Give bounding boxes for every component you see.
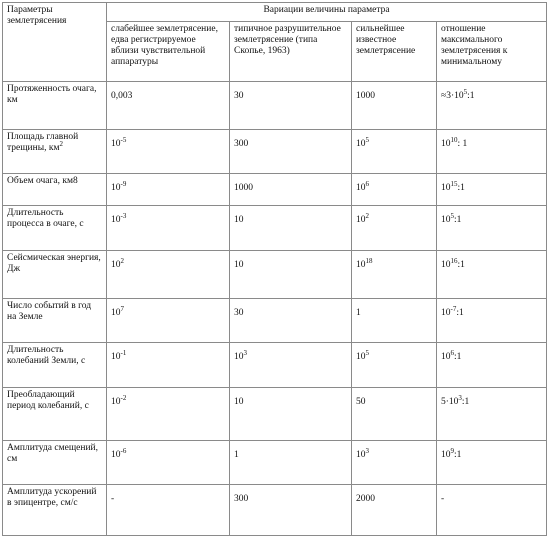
weak-value — [107, 251, 230, 299]
strongest-value — [352, 299, 437, 343]
parameter-label-text: Длительность процесса в очаге, с — [7, 208, 84, 229]
value-ratio-suffix: :1 — [456, 308, 464, 318]
value-base: 10 — [356, 352, 366, 362]
value-base: 10 — [441, 352, 451, 362]
value-base: 10 — [441, 260, 451, 270]
typical-value — [230, 299, 352, 343]
value-exponent: 6 — [365, 179, 369, 188]
weak-value — [107, 174, 230, 206]
value-exponent: 3 — [365, 446, 369, 455]
typical-value — [230, 82, 352, 130]
strongest-value — [352, 130, 437, 174]
parameter-label-text: Амплитуда ускорений в эпицентре, см/с — [7, 487, 97, 508]
value-base: 10 — [234, 397, 244, 407]
ratio-value — [437, 130, 547, 174]
value-base: 10 — [441, 450, 451, 460]
value-base: 10 — [356, 139, 366, 149]
value-base: 10 — [356, 450, 366, 460]
value-exponent: 7 — [120, 304, 124, 313]
typical-value — [230, 441, 352, 485]
table-row — [3, 388, 547, 441]
value-base: 1 — [234, 450, 239, 460]
ratio-value — [437, 441, 547, 485]
parameter-label-text: Площадь главной трещины, км — [7, 132, 79, 153]
typical-value — [230, 388, 352, 441]
value-base: 10 — [111, 352, 121, 362]
strongest-value — [352, 174, 437, 206]
value-base: 10 — [441, 183, 451, 193]
value-exponent: -9 — [120, 179, 127, 188]
header-row — [3, 3, 547, 22]
value-exponent: -5 — [120, 135, 127, 144]
value-base: 10 — [234, 215, 244, 225]
parameter-label — [3, 251, 107, 299]
typical-value — [230, 251, 352, 299]
value-base: 10 — [356, 183, 366, 193]
parameter-label — [3, 485, 107, 536]
value-base: 1 — [356, 308, 361, 318]
typical-value — [230, 343, 352, 388]
value-base: 10 — [111, 260, 121, 270]
value-base: 10 — [111, 397, 121, 407]
value-exponent: 2 — [120, 256, 124, 265]
value-exponent: -7 — [450, 304, 457, 313]
weak-value — [107, 206, 230, 251]
table-row — [3, 299, 547, 343]
value-exponent: 5 — [365, 135, 369, 144]
weak-value — [107, 441, 230, 485]
table-row — [3, 441, 547, 485]
parameter-label — [3, 174, 107, 206]
strongest-value — [352, 206, 437, 251]
ratio-value — [437, 388, 547, 441]
value-exponent: 9 — [450, 446, 454, 455]
value-base: 10 — [111, 308, 121, 318]
parameter-label-text: Объем очага, км8 — [7, 176, 78, 186]
parameter-label-exponent: 2 — [59, 139, 63, 148]
table-row — [3, 485, 547, 536]
value-base: 10 — [234, 352, 244, 362]
value-ratio-suffix: :1 — [467, 91, 475, 101]
ratio-value — [437, 343, 547, 388]
value-exponent: 5 — [450, 211, 454, 220]
typical-value — [230, 174, 352, 206]
parameter-label-text: Амплитуда смещений, см — [7, 443, 98, 464]
ratio-value — [437, 206, 547, 251]
strongest-value — [352, 388, 437, 441]
strongest-column-header: сильнейшее известное землетрясение — [352, 22, 437, 82]
ratio-column-header: отношение максимального землетрясения к минимальному — [437, 22, 547, 82]
strongest-value — [352, 485, 437, 536]
weak-value — [107, 343, 230, 388]
value-exponent: 18 — [365, 256, 373, 265]
parameter-label — [3, 343, 107, 388]
value-exponent: 16 — [450, 256, 458, 265]
value-exponent: 3 — [458, 393, 462, 402]
parameter-label — [3, 388, 107, 441]
weak-value — [107, 299, 230, 343]
value-base: 10 — [111, 139, 121, 149]
parameter-label-text: Число событий в год на Земле — [7, 301, 92, 322]
value-base: 10 — [356, 260, 366, 270]
table-row — [3, 343, 547, 388]
value-base: 5·10 — [441, 397, 459, 407]
value-base: 30 — [234, 91, 244, 101]
ratio-value — [437, 299, 547, 343]
value-base: 10 — [441, 139, 451, 149]
value-base: 10 — [234, 260, 244, 270]
typical-value — [230, 130, 352, 174]
parameter-label — [3, 299, 107, 343]
parameter-label-text: Протяженность очага, км — [7, 84, 97, 105]
strongest-value — [352, 82, 437, 130]
value-base: 30 — [234, 308, 244, 318]
typical-value — [230, 485, 352, 536]
value-base: 10 — [111, 450, 121, 460]
ratio-value — [437, 82, 547, 130]
weak-value — [107, 485, 230, 536]
value-base: 10 — [111, 215, 121, 225]
value-exponent: -1 — [120, 348, 127, 357]
typical-value — [230, 206, 352, 251]
value-ratio-suffix: :1 — [454, 352, 462, 362]
table-row — [3, 251, 547, 299]
ratio-value — [437, 251, 547, 299]
value-base: 0,003 — [111, 91, 133, 101]
value-exponent: 6 — [450, 348, 454, 357]
table-row — [3, 174, 547, 206]
value-exponent: 5 — [365, 348, 369, 357]
weak-value — [107, 82, 230, 130]
table-row — [3, 82, 547, 130]
value-base: 50 — [356, 397, 366, 407]
variation-header: Вариации величины параметра — [107, 3, 547, 22]
table-row — [3, 206, 547, 251]
value-exponent: 5 — [463, 87, 468, 96]
value-base: 1000 — [234, 183, 253, 193]
strongest-value — [352, 441, 437, 485]
ratio-value — [437, 174, 547, 206]
typical-column-header: типичное разрушительное землетрясение (типа Скопье, 1963) — [230, 22, 352, 82]
weak-column-header: слабейшее землетрясение, едва регистрируемое вблизи чувствительной аппаратуры — [107, 22, 230, 82]
weak-value — [107, 388, 230, 441]
value-base: 300 — [234, 139, 249, 149]
value-ratio-suffix: :1 — [457, 183, 465, 193]
value-exponent: -6 — [120, 446, 127, 455]
value-base: ≈3·10 — [441, 91, 464, 101]
parameter-label — [3, 82, 107, 130]
table-row — [3, 130, 547, 174]
value-base: 2000 — [356, 494, 375, 504]
value-exponent: 10 — [450, 135, 458, 144]
parameter-label-text: Преобладающий период колебаний, с — [7, 390, 89, 411]
value-exponent: 2 — [365, 211, 369, 220]
parameter-label — [3, 441, 107, 485]
value-ratio-suffix: :1 — [461, 397, 470, 407]
value-base: 10 — [356, 215, 366, 225]
strongest-value — [352, 343, 437, 388]
value-ratio-suffix: :1 — [454, 450, 462, 460]
value-base: - — [111, 494, 115, 504]
value-exponent: 3 — [243, 348, 247, 357]
value-base: 1000 — [356, 91, 375, 101]
value-exponent: -3 — [120, 211, 127, 220]
earthquake-parameters-table — [2, 2, 547, 536]
param-column-header: Параметры землетрясения — [3, 3, 107, 82]
parameter-label — [3, 130, 107, 174]
value-base: 10 — [111, 183, 121, 193]
parameter-label-text: Сейсмическая энергия, Дж — [7, 253, 101, 274]
weak-value — [107, 130, 230, 174]
value-base: 300 — [234, 494, 249, 504]
value-base: - — [441, 494, 445, 504]
value-ratio-suffix: : 1 — [457, 139, 468, 149]
value-exponent: -2 — [120, 393, 127, 402]
value-base: 10 — [441, 215, 451, 225]
value-base: 10 — [441, 308, 451, 318]
parameter-label-text: Длительность колебаний Земли, с — [7, 345, 86, 366]
strongest-value — [352, 251, 437, 299]
ratio-value — [437, 485, 547, 536]
value-ratio-suffix: :1 — [454, 215, 462, 225]
parameter-label — [3, 206, 107, 251]
value-exponent: 15 — [450, 179, 458, 188]
value-ratio-suffix: :1 — [457, 260, 465, 270]
